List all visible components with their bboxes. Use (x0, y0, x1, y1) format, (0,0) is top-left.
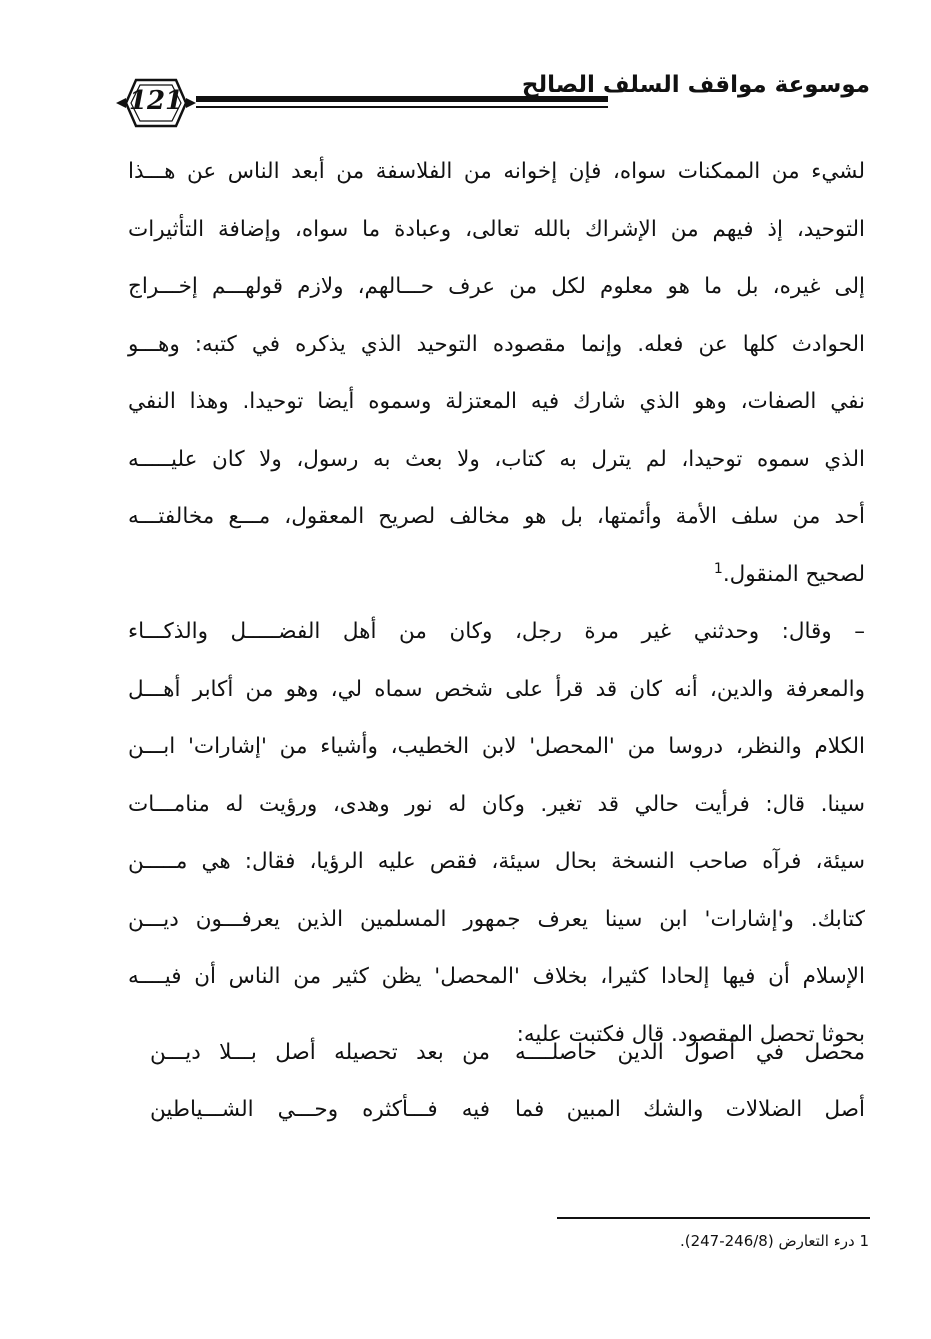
text-line: أحد من سلف الأمة وأئمتها، بل هو مخالف لصريح المعقول، مـــع مخالفتـــه (128, 504, 865, 529)
verse (130, 1097, 865, 1154)
book-title: موسوعة مواقف السلف الصالح (521, 72, 870, 98)
text-line-content: لصحيح المنقول. (722, 561, 865, 587)
text-line: لشيء من الممكنات سواه، فإن إخوانه من الفلاسفة من أبعد الناس عن هـــذا (128, 159, 865, 184)
text-line: بحوثا تحصل المقصود. قال فكتبت عليه: (516, 1021, 865, 1047)
text-line: سينا. قال: فرأيت حالي قد تغير. وكان له نور وهدى، ورؤيت له منامـــات (128, 791, 865, 817)
text-line: الحوادث كلها عن فعله. وإنما مقصوده التوحيد الذي يذكره في كتبه: وهـــو (128, 331, 865, 357)
text-line: كتابك. و'إشارات' ابن سينا يعرف جمهور المسلمين الذين يعرفـــون ديـــن (128, 906, 865, 932)
text-line: سيئة، فرآه صاحب النسخة بحال سيئة، فقص عليه الرؤيا، فقال: هي مـــــن (128, 849, 865, 874)
paragraph-1 (128, 143, 865, 603)
verse-first-hemistich: أصل الضلالات والشك المبين فما (515, 1097, 865, 1122)
page-header (110, 72, 870, 136)
header-rule-thin (196, 106, 608, 108)
page-number: 121 (128, 86, 184, 116)
text-line: إلى غيره، بل ما هو معلوم لكل من عرف حـــالهم، ولازم قولهـــم إخـــراج (128, 274, 865, 299)
text-line: والمعرفة والدين، أنه كان قد قرأ على شخص سماه لي، وهو من أكابر أهـــل (128, 676, 865, 702)
paragraph-2 (128, 603, 865, 1063)
text-line: الإسلام أن فيها إلحادا كثيرا، بخلاف 'المحصل' يظن كثير من الناس أن فيــــه (128, 964, 865, 989)
footnote-reference[interactable]: 1 (713, 560, 723, 577)
text-line: الكلام والنظر، دروسا من 'المحصل' لابن الخطيب، وأشياء من 'إشارات' ابـــن (128, 734, 865, 759)
footnote: 1 درء التعارض (246/8-247). (679, 1232, 869, 1250)
page-number-badge (114, 72, 198, 134)
text-line: التوحيد، إذ فيهم من الإشراك بالله تعالى، وعبادة ما سواه، وإضافة التأثيرات (128, 216, 865, 242)
footnote-separator (557, 1217, 870, 1219)
text-line (128, 546, 865, 604)
main-text (128, 143, 865, 1063)
verse-second-hemistich: فيه فـــأكثره وحـــي الشـــياطين (150, 1097, 490, 1122)
text-line: – وقال: وحدثني غير مرة رجل، وكان من أهل الفضـــــل والذكـــاء (128, 619, 865, 644)
verse (130, 1040, 865, 1097)
verse-second-hemistich: من بعد تحصيله أصل بـــلا ديـــن (150, 1040, 490, 1065)
text-line: الذي سموه توحيدا، لم يترل به كتاب، ولا بعث به رسول، ولا كان عليـــــه (128, 446, 865, 472)
poem-verses (130, 1040, 865, 1154)
verse-first-hemistich: محصل في أصول الدين حاصلــــه (515, 1040, 865, 1065)
text-line: نفي الصفات، وهو الذي شارك فيه المعتزلة وسموه أيضا توحيدا. وهذا النفي (128, 389, 865, 414)
